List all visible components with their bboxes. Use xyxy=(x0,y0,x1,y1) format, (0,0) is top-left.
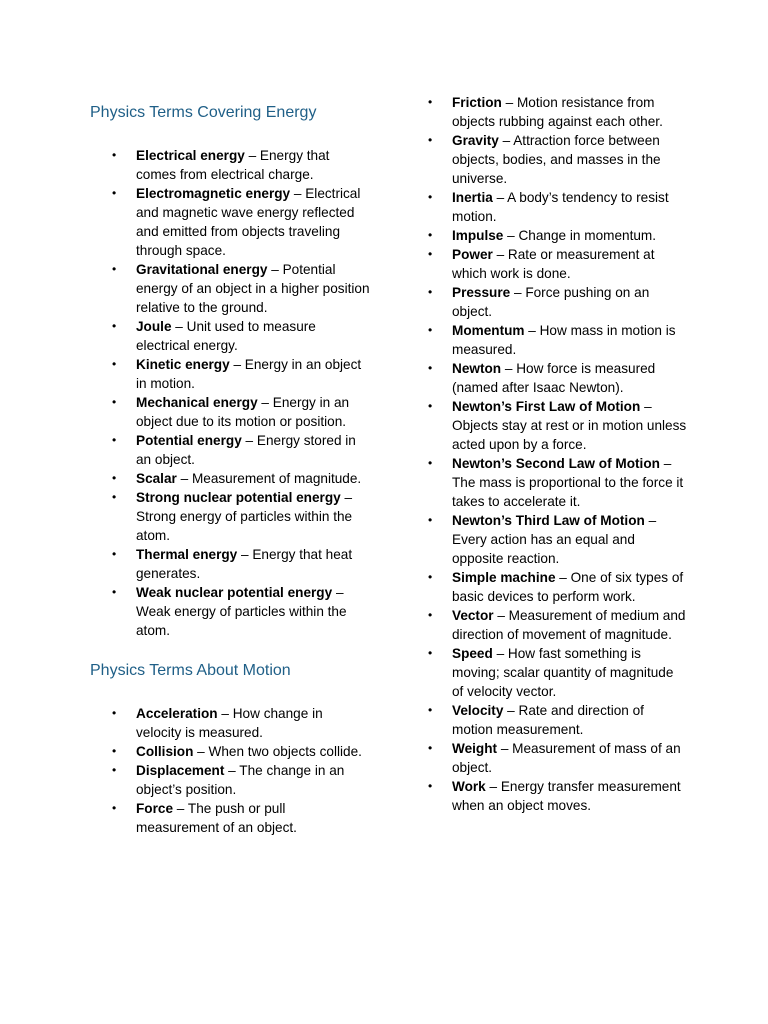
term-name: Velocity xyxy=(452,703,504,718)
term-name: Thermal energy xyxy=(136,547,238,562)
term-definition: – The change in an object’s position. xyxy=(136,763,345,797)
term-name: Electrical energy xyxy=(136,148,245,163)
bullet-icon: • xyxy=(428,95,433,109)
term-list-item xyxy=(406,739,688,777)
term-name: Weight xyxy=(452,741,498,756)
term-definition: – How change in velocity is measured. xyxy=(136,706,323,740)
term-list-item xyxy=(406,701,688,739)
term-definition: – Energy stored in an object. xyxy=(136,433,356,467)
bullet-icon: • xyxy=(112,585,117,599)
term-name: Momentum xyxy=(452,323,525,338)
term-list-item xyxy=(90,761,370,799)
term-definition: – Attraction force between objects, bodies, and masses in the universe. xyxy=(452,133,661,186)
term-list-item xyxy=(90,184,370,260)
term-definition: – Objects stay at rest or in motion unless acted upon by a force. xyxy=(452,399,687,452)
left-column xyxy=(90,102,370,837)
bullet-icon: • xyxy=(112,395,117,409)
term-definition: – Motion resistance from objects rubbing against each other. xyxy=(452,95,663,129)
term-definition: – Rate and direction of motion measurement. xyxy=(452,703,644,737)
bullet-icon: • xyxy=(428,741,433,755)
bullet-icon: • xyxy=(112,262,117,276)
term-definition: – Weak energy of particles within the atom. xyxy=(136,585,347,638)
term-name: Kinetic energy xyxy=(136,357,230,372)
bullet-icon: • xyxy=(112,744,117,758)
term-name: Collision xyxy=(136,744,194,759)
term-list-item xyxy=(90,469,370,488)
section-heading-motion: Physics Terms About Motion xyxy=(90,662,291,679)
term-definition: – Change in momentum. xyxy=(503,228,657,243)
bullet-icon: • xyxy=(112,186,117,200)
bullet-icon: • xyxy=(428,399,433,413)
term-name: Mechanical energy xyxy=(136,395,258,410)
bullet-icon: • xyxy=(112,148,117,162)
bullet-icon: • xyxy=(428,228,433,242)
term-definition: – Measurement of mass of an object. xyxy=(452,741,681,775)
term-name: Weak nuclear potential energy xyxy=(136,585,333,600)
term-list-item xyxy=(406,283,688,321)
term-definition: – Rate or measurement at which work is done. xyxy=(452,247,655,281)
term-definition: – How fast something is moving; scalar quantity of magnitude of velocity vector. xyxy=(452,646,674,699)
bullet-icon: • xyxy=(428,247,433,261)
term-list-item xyxy=(90,393,370,431)
term-list-item xyxy=(406,245,688,283)
term-list-item xyxy=(90,488,370,545)
term-definition: – Unit used to measure electrical energy. xyxy=(136,319,316,353)
bullet-icon: • xyxy=(112,319,117,333)
term-name: Displacement xyxy=(136,763,225,778)
bullet-icon: • xyxy=(428,513,433,527)
term-list-item xyxy=(90,146,370,184)
term-definition: – Electrical and magnetic wave energy reflected and emitted from objects traveling through space. xyxy=(136,186,361,258)
term-definition: – Potential energy of an object in a higher position relative to the ground. xyxy=(136,262,370,315)
bullet-icon: • xyxy=(428,323,433,337)
term-list-item xyxy=(90,260,370,317)
term-name: Power xyxy=(452,247,493,262)
term-definition: – Measurement of medium and direction of movement of magnitude. xyxy=(452,608,686,642)
section-heading-energy: Physics Terms Covering Energy xyxy=(90,104,317,121)
term-list-item xyxy=(406,359,688,397)
bullet-icon: • xyxy=(428,456,433,470)
term-definition: – Energy transfer measurement when an object moves. xyxy=(452,779,681,813)
term-definition: – Strong energy of particles within the atom. xyxy=(136,490,353,543)
term-definition: – Energy in an object in motion. xyxy=(136,357,362,391)
term-name: Simple machine xyxy=(452,570,556,585)
term-name: Electromagnetic energy xyxy=(136,186,291,201)
term-name: Newton xyxy=(452,361,502,376)
term-list-item xyxy=(406,131,688,188)
term-list-item xyxy=(406,777,688,815)
term-name: Inertia xyxy=(452,190,493,205)
term-name: Newton’s Second Law of Motion xyxy=(452,456,660,471)
term-definition: – Every action has an equal and opposite reaction. xyxy=(452,513,657,566)
term-name: Strong nuclear potential energy xyxy=(136,490,341,505)
term-list-item xyxy=(90,317,370,355)
term-list-item xyxy=(90,799,370,837)
bullet-icon: • xyxy=(112,801,117,815)
term-definition: – The push or pull measurement of an object. xyxy=(136,801,297,835)
bullet-icon: • xyxy=(112,547,117,561)
term-list-item xyxy=(406,397,688,454)
term-definition: – How force is measured (named after Isaac Newton). xyxy=(452,361,656,395)
term-name: Friction xyxy=(452,95,502,110)
bullet-icon: • xyxy=(428,361,433,375)
bullet-icon: • xyxy=(112,490,117,504)
energy-term-list xyxy=(90,146,370,640)
term-name: Newton’s First Law of Motion xyxy=(452,399,641,414)
term-name: Gravitational energy xyxy=(136,262,268,277)
bullet-icon: • xyxy=(112,763,117,777)
term-definition: – When two objects collide. xyxy=(193,744,362,759)
bullet-icon: • xyxy=(428,608,433,622)
term-list-item xyxy=(90,355,370,393)
term-list-item xyxy=(406,511,688,568)
term-name: Joule xyxy=(136,319,172,334)
motion-term-list xyxy=(90,704,370,837)
bullet-icon: • xyxy=(428,570,433,584)
term-name: Potential energy xyxy=(136,433,242,448)
term-definition: – Energy that comes from electrical charge. xyxy=(136,148,330,182)
term-name: Acceleration xyxy=(136,706,218,721)
term-list-item xyxy=(90,742,370,761)
bullet-icon: • xyxy=(428,646,433,660)
bullet-icon: • xyxy=(428,285,433,299)
bullet-icon: • xyxy=(112,357,117,371)
term-definition: – A body’s tendency to resist motion. xyxy=(452,190,669,224)
term-list-item xyxy=(406,644,688,701)
term-list-item xyxy=(90,431,370,469)
bullet-icon: • xyxy=(428,779,433,793)
term-name: Gravity xyxy=(452,133,499,148)
bullet-icon: • xyxy=(112,433,117,447)
bullet-icon: • xyxy=(428,190,433,204)
term-definition: – Energy that heat generates. xyxy=(136,547,353,581)
term-name: Scalar xyxy=(136,471,177,486)
term-list-item xyxy=(406,93,688,131)
term-list-item xyxy=(90,545,370,583)
term-list-item xyxy=(90,704,370,742)
bullet-icon: • xyxy=(428,133,433,147)
term-definition: – Measurement of magnitude. xyxy=(176,471,362,486)
bullet-icon: • xyxy=(112,706,117,720)
term-definition: – Energy in an object due to its motion or position. xyxy=(136,395,350,429)
term-list-item xyxy=(406,568,688,606)
term-name: Newton’s Third Law of Motion xyxy=(452,513,645,528)
term-list-item xyxy=(406,454,688,511)
term-list-item xyxy=(406,226,688,245)
bullet-icon: • xyxy=(112,471,117,485)
term-definition: – One of six types of basic devices to perform work. xyxy=(452,570,684,604)
term-name: Speed xyxy=(452,646,493,661)
term-list-item xyxy=(406,188,688,226)
term-list-item xyxy=(406,606,688,644)
motion-term-list-continued xyxy=(406,93,688,815)
right-column xyxy=(406,93,688,815)
term-list-item xyxy=(90,583,370,640)
term-name: Pressure xyxy=(452,285,511,300)
term-definition: – How mass in motion is measured. xyxy=(452,323,676,357)
term-definition: – Force pushing on an object. xyxy=(452,285,650,319)
term-name: Impulse xyxy=(452,228,504,243)
term-name: Work xyxy=(452,779,486,794)
term-definition: – The mass is proportional to the force it takes to accelerate it. xyxy=(452,456,684,509)
term-name: Vector xyxy=(452,608,494,623)
term-list-item xyxy=(406,321,688,359)
bullet-icon: • xyxy=(428,703,433,717)
term-name: Force xyxy=(136,801,174,816)
